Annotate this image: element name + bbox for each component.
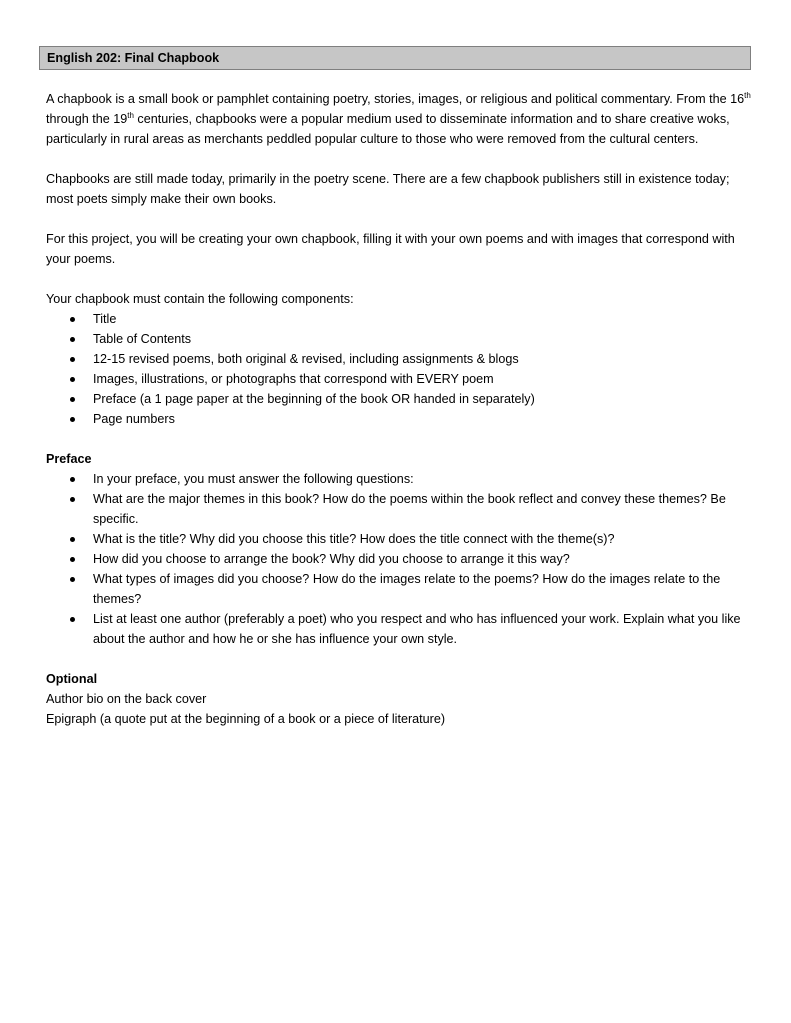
list-item: How did you choose to arrange the book? Why did you choose to arrange it this way? (46, 549, 751, 569)
ordinal-suffix-19th: th (127, 110, 134, 120)
optional-heading: Optional (46, 672, 98, 686)
components-lead: Your chapbook must contain the following components: (46, 292, 354, 306)
list-item: Table of Contents (46, 329, 751, 349)
list-item: In your preface, you must answer the following questions: (46, 469, 751, 489)
list-item: Title (46, 309, 751, 329)
intro-p1-text-c: centuries, chapbooks were a popular medium used to disseminate information and to share creative woks, particularly in rural areas as merchants peddled popular culture to those who were removed from the cultural centers. (46, 112, 730, 146)
intro-paragraph-2: Chapbooks are still made today, primarily in the poetry scene. There are a few chapbook publishers still in existence today; most poets simply make their own books. (46, 172, 730, 206)
ordinal-suffix-16th: th (744, 90, 751, 100)
page-title: English 202: Final Chapbook (39, 46, 751, 70)
preface-heading: Preface (46, 452, 92, 466)
list-item: What are the major themes in this book? How do the poems within the book reflect and convey these themes? Be specific. (46, 489, 751, 529)
intro-paragraph-3: For this project, you will be creating your own chapbook, filling it with your own poems and with images that correspond with your poems. (46, 232, 735, 266)
list-item: What types of images did you choose? How do the images relate to the poems? How do the images relate to the themes? (46, 569, 751, 609)
list-item: List at least one author (preferably a poet) who you respect and who has influenced your work. Explain what you like about the author and how he or she has influence your own style. (46, 609, 751, 649)
list-item: What is the title? Why did you choose this title? How does the title connect with the theme(s)? (46, 529, 751, 549)
list-item: 12-15 revised poems, both original & revised, including assignments & blogs (46, 349, 751, 369)
intro-p1-text-a: A chapbook is a small book or pamphlet containing poetry, stories, images, or religious and political commentary. From the 16 (46, 92, 745, 106)
optional-line: Author bio on the back cover (46, 692, 207, 706)
preface-list (46, 469, 751, 649)
components-list (46, 309, 751, 429)
list-item: Preface (a 1 page paper at the beginning of the book OR handed in separately) (46, 389, 751, 409)
list-item: Page numbers (46, 409, 751, 429)
intro-p1-text-b: through the 19 (46, 112, 128, 126)
list-item: Images, illustrations, or photographs that correspond with EVERY poem (46, 369, 751, 389)
document-body (46, 89, 751, 729)
intro-paragraph-1 (46, 89, 751, 149)
optional-line: Epigraph (a quote put at the beginning of a book or a piece of literature) (46, 712, 446, 726)
